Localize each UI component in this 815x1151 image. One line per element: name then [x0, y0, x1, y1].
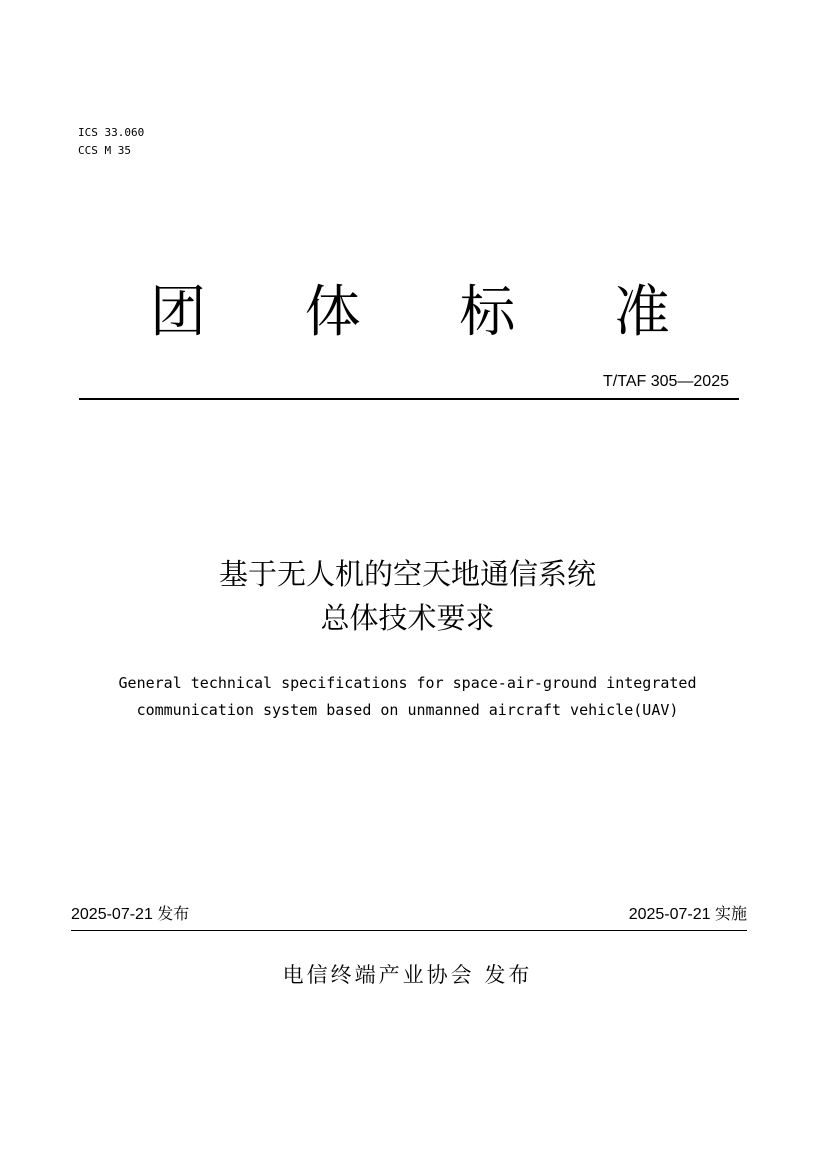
doc-type-char: 体	[304, 280, 361, 345]
issue-date: 2025-07-21 发布	[71, 906, 190, 923]
doc-type-char: 标	[459, 280, 516, 345]
ccs-code: CCS M 35	[78, 144, 131, 157]
doc-type-char: 团	[150, 280, 206, 345]
ics-code: ICS 33.060	[78, 126, 145, 139]
header-divider	[79, 398, 739, 400]
implementation-date: 2025-07-21 实施	[628, 906, 747, 923]
english-title-line: communication system based on unmanned aircraft vehicle(UAV)	[136, 701, 679, 719]
chinese-title-line: 基于无人机的空天地通信系统	[218, 557, 596, 591]
publisher: 电信终端产业协会 发布	[282, 963, 533, 987]
date-row	[71, 904, 747, 926]
chinese-title	[0, 552, 815, 640]
doc-type-char: 准	[613, 280, 670, 345]
classification-codes	[78, 124, 144, 160]
english-title-line: General technical specifications for space-air-ground integrated	[118, 674, 697, 692]
chinese-title-line: 总体技术要求	[320, 601, 495, 635]
standard-number: T/TAF 305—2025	[603, 373, 729, 390]
english-title	[0, 670, 815, 724]
footer-divider	[71, 930, 747, 931]
document-type-heading	[150, 277, 670, 349]
